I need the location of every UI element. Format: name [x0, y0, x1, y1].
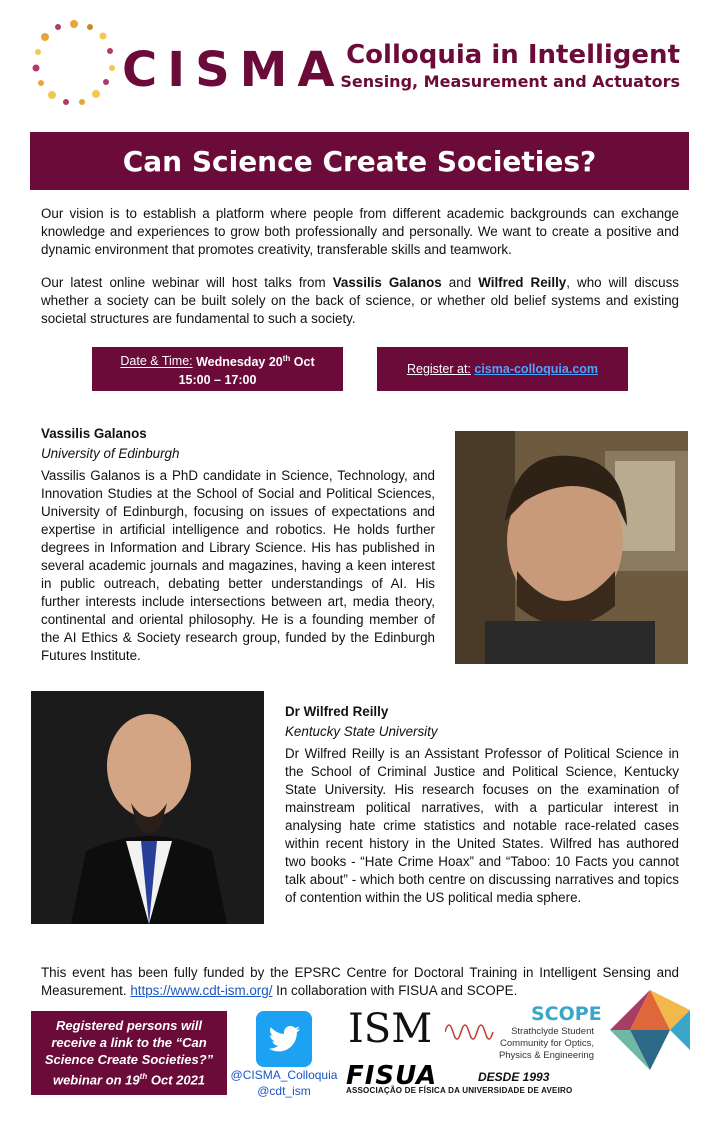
series-subtitle: Sensing, Measurement and Actuators	[340, 72, 680, 91]
speaker1-bio: Vassilis Galanos is a PhD candidate in Science, Technology, and Innovation Studies at the School of Social and Political Sciences, University of Edinburgh, focusing on issues of expectations and expertise in artificial intelligence and robotics. He holds further degrees in Information and Library Science. His has published in several academic journals and magazines, having a keen interest in public outreach, debating better understandings of AI. His further interests include intersections between art, media theory, continental and oriental philosophy. He is a founding member of the AI Ethics & Society research group, funded by the Edinburgh Futures Institute.	[41, 468, 435, 663]
speaker2-institution: Kentucky State University	[285, 724, 438, 739]
speaker2-mention: Wilfred Reilly	[478, 275, 567, 290]
twitter-handle-cdt[interactable]: @cdt_ism	[257, 1084, 311, 1098]
register-link[interactable]: cisma-colloquia.com	[474, 362, 599, 376]
speaker2-bio: Dr Wilfred Reilly is an Assistant Professor of Political Science in the School of Criminal Justice and Political Science, Kentucky State University. His research focuses on the examination of mainstream political narratives, with a particular interest in analysing hate crime statistics and notable race-related cases within recent history in the United States. Wilfred has authored two books - “Hate Crime Hoax” and “Taboo: 10 Facts you cannot talk about” - which both centre on discussing narratives and topics of contention within the US political media sphere.	[285, 746, 679, 905]
twitter-icon[interactable]	[256, 1011, 312, 1067]
page-title: Can Science Create Societies?	[30, 132, 689, 190]
fisua-since: DESDE 1993	[478, 1070, 550, 1084]
speaker1-institution: University of Edinburgh	[41, 446, 180, 461]
scope-subtitle-2: Community for Optics,	[500, 1038, 594, 1049]
series-title: Colloquia in Intelligent	[346, 40, 680, 70]
brand-wordmark: CISMA	[122, 42, 345, 98]
scope-subtitle-3: Physics & Engineering	[498, 1050, 594, 1061]
scope-logo-title: SCOPE	[531, 1003, 602, 1025]
date-time-box: Date & Time: Wednesday 20th Oct 15:00 – 17:00	[92, 347, 343, 391]
scope-subtitle-1: Strathclyde Student	[511, 1026, 594, 1037]
speaker1-mention: Vassilis Galanos	[332, 275, 442, 290]
funding-statement: This event has been fully funded by the EPSRC Centre for Doctoral Training in Intelligent Sensing and Measurement. https://www.cdt-ism.org/ In collaboration with FISUA and SCOPE.	[41, 965, 679, 998]
intro-paragraph: Our vision is to establish a platform where people from different academic backgrounds can exchange knowledge and experiences to grow both professionally and personally. We want to create a positive and dynamic environment that promotes creativity, transferable skills and teamwork.	[41, 206, 679, 257]
fisua-logo: FISUA	[346, 1061, 438, 1091]
webinar-paragraph: Our latest online webinar will host talks from Vassilis Galanos and Wilfred Reilly, who will discuss whether a society can be built solely on the back of science, or whether old belief systems and existing societal structures are fundamental to such a society.	[41, 275, 679, 326]
speaker2-name: Dr Wilfred Reilly	[285, 704, 389, 719]
date-label: Date & Time:	[120, 354, 193, 369]
register-box	[377, 347, 628, 391]
fisua-full-name: ASSOCIAÇÃO DE FÍSICA DA UNIVERSIDADE DE AVEIRO	[346, 1086, 573, 1095]
time-value: 15:00 – 17:00	[178, 372, 257, 387]
scope-logo-mark-icon	[610, 990, 690, 1070]
speaker2-photo	[31, 691, 264, 924]
twitter-handle-cisma[interactable]: @CISMA_Colloquia	[230, 1068, 338, 1082]
ism-wave-icon	[445, 1016, 497, 1048]
ism-logo: ISM	[348, 1006, 497, 1052]
speaker1-name: Vassilis Galanos	[41, 426, 147, 441]
registration-notice: Registered persons will receive a link to the “Can Science Create Societies?” webinar on 19th Oct 2021	[31, 1011, 227, 1095]
speaker1-photo	[455, 431, 688, 664]
cdt-ism-link[interactable]: https://www.cdt-ism.org/	[130, 983, 273, 998]
date-value: Wednesday 20	[196, 354, 283, 369]
register-label: Register at:	[406, 362, 471, 376]
cisma-logo-mark-icon	[28, 16, 120, 108]
